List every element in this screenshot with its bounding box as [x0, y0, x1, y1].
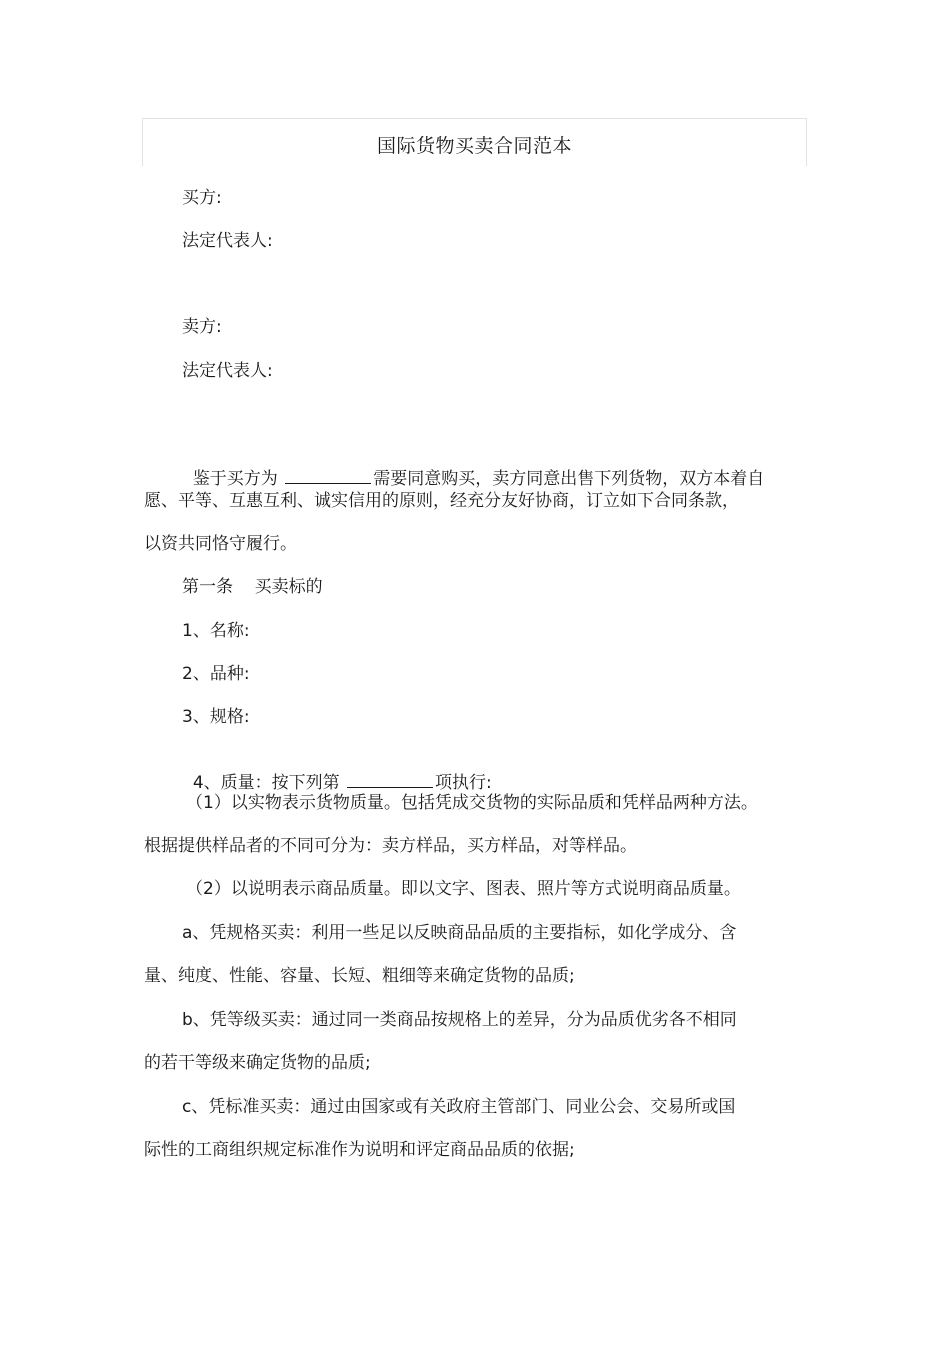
preamble-text-before: 鉴于买方为	[192, 469, 284, 489]
title-box	[142, 118, 807, 166]
quality-option-blank[interactable]	[347, 771, 433, 788]
item-quality	[182, 751, 492, 793]
seller-representative-label: 法定代表人:	[182, 361, 273, 381]
preamble-line-2: 愿、平等、互惠互利、诚实信用的原则，经充分友好协商，订立如下合同条款，	[144, 491, 739, 511]
preamble-line-3: 以资共同恪守履行。	[144, 534, 297, 554]
para-1-line-2: 根据提供样品者的不同可分为：卖方样品，买方样品，对等样品。	[144, 836, 637, 856]
item-name: 1、名称:	[182, 621, 250, 641]
seller-label: 卖方:	[182, 317, 222, 337]
para-2: （2）以说明表示商品质量。即以文字、图表、照片等方式说明商品质量。	[186, 879, 741, 899]
buyer-representative-label: 法定代表人:	[182, 231, 273, 251]
para-a-line-1: a、凭规格买卖：利用一些足以反映商品品质的主要指标，如化学成分、含	[182, 923, 737, 943]
para-c-line-2: 际性的工商组织规定标准作为说明和评定商品品质的依据;	[144, 1140, 575, 1160]
para-b-line-2: 的若干等级来确定货物的品质;	[144, 1053, 371, 1073]
para-b-line-1: b、凭等级买卖：通过同一类商品按规格上的差异，分为品质优劣各不相同	[182, 1010, 737, 1030]
article-1-heading: 第一条 买卖标的	[182, 577, 323, 597]
para-c-line-1: c、凭标准买卖：通过由国家或有关政府主管部门、同业公会、交易所或国	[182, 1097, 736, 1117]
item-spec: 3、规格:	[182, 707, 250, 727]
para-a-line-2: 量、纯度、性能、容量、长短、粗细等来确定货物的品质;	[144, 966, 575, 986]
preamble-line-1	[182, 447, 764, 489]
para-1-line-1: （1）以实物表示货物质量。包括凭成交货物的实际品质和凭样品两种方法。	[186, 793, 758, 813]
document-title: 国际货物买卖合同范本	[376, 135, 572, 157]
buyer-label: 买方:	[182, 188, 222, 208]
buyer-purpose-blank[interactable]	[285, 467, 371, 484]
preamble-text-after: 需要同意购买，卖方同意出售下列货物，双方本着自	[373, 469, 765, 489]
quality-text-before: 4、质量：按下列第	[192, 773, 346, 793]
quality-text-after: 项执行:	[435, 773, 492, 793]
item-variety: 2、品种:	[182, 664, 250, 684]
